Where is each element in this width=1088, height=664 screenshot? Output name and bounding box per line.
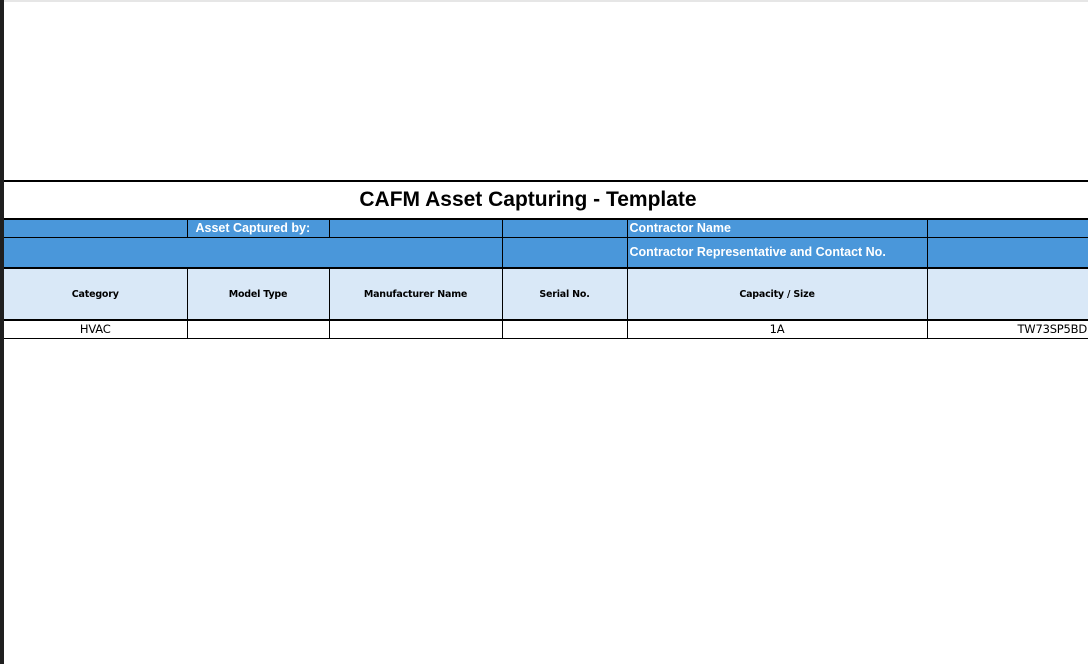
asset-captured-by-label[interactable]: Asset Captured by:: [187, 219, 329, 237]
asset-captured-by-value[interactable]: [329, 219, 502, 237]
column-header-category[interactable]: Category: [4, 268, 187, 320]
asset-table: [4, 218, 1088, 339]
contractor-representative-label[interactable]: Contractor Representative and Contact No.: [627, 237, 927, 268]
band-cell[interactable]: [4, 237, 502, 268]
band-cell[interactable]: [502, 219, 627, 237]
column-header-serial-no[interactable]: Serial No.: [502, 268, 627, 320]
contractor-name-label[interactable]: Contractor Name: [627, 219, 927, 237]
cell-model-type[interactable]: [187, 320, 329, 338]
top-border: [0, 0, 1088, 2]
contractor-representative-value[interactable]: [927, 237, 1088, 268]
cell-extra[interactable]: TW73SP5BD: [927, 320, 1088, 338]
table-row: [4, 320, 1088, 338]
asset-template-sheet: [4, 180, 1088, 339]
cell-manufacturer-name[interactable]: [329, 320, 502, 338]
cell-category[interactable]: HVAC: [4, 320, 187, 338]
band-cell[interactable]: [502, 237, 627, 268]
sheet-title: CAFM Asset Capturing - Template: [359, 188, 697, 211]
cell-serial-no[interactable]: [502, 320, 627, 338]
band-row-2: [4, 237, 1088, 268]
column-header-manufacturer-name[interactable]: Manufacturer Name: [329, 268, 502, 320]
band-row-1: [4, 219, 1088, 237]
column-header-extra[interactable]: [927, 268, 1088, 320]
column-header-capacity-size[interactable]: Capacity / Size: [627, 268, 927, 320]
title-row: [4, 180, 1088, 218]
contractor-name-value[interactable]: [927, 219, 1088, 237]
column-header-row: [4, 268, 1088, 320]
band-cell[interactable]: [4, 219, 187, 237]
column-header-model-type[interactable]: Model Type: [187, 268, 329, 320]
cell-capacity-size[interactable]: 1A: [627, 320, 927, 338]
